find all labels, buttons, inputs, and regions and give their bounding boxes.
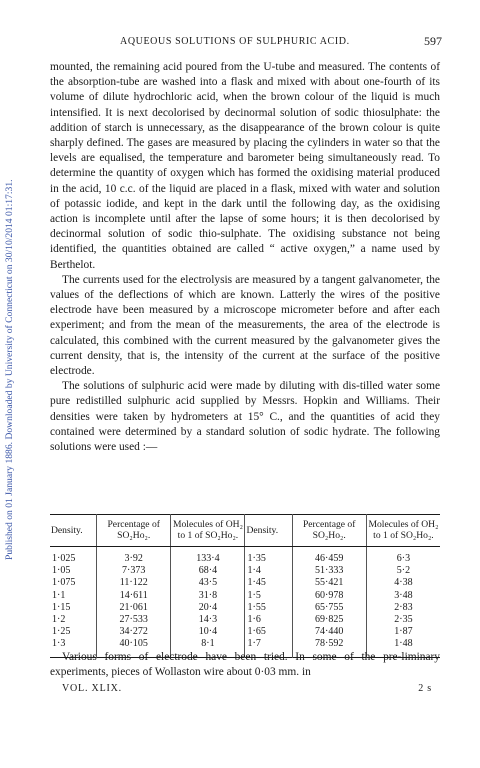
density-cell: 1·25: [50, 626, 97, 638]
paragraph: The currents used for the electrolysis are measured by a tangent galvanometer, the values of the deflections of which are known. Latterly the wires of the positive electrode have been measured by a microscope micrometer before and after each experiment; and from the mean of the measurements, the area of the electrode is calculated, this combined with the current measured by the galvanometer gives the current density, that is, the intensity of the current at the surface of the positive electrode.: [50, 273, 440, 378]
publication-stamp: Published on 01 January 1886. Downloaded by University of Connecticut on 30/10/2014 01:17:31.: [4, 179, 15, 561]
density-cell: 1·35: [245, 547, 292, 566]
density-cell: 1·45: [245, 577, 292, 589]
body-text: [50, 60, 440, 455]
density-cell: 1·05: [50, 565, 97, 577]
table-row: [50, 626, 440, 638]
table-row: [50, 577, 440, 589]
molecules-cell: 31·8: [171, 590, 245, 602]
running-header: [62, 33, 442, 51]
molecules-cell: 1·48: [394, 638, 413, 650]
molecules-cell: 6·3: [396, 553, 411, 564]
molecules-cell: 20·4: [171, 602, 245, 614]
percentage-cell: 40·105: [97, 638, 171, 657]
header-percentage: Percentage of SO₂Ho₂.: [292, 515, 366, 547]
molecules-cell: 2·35: [394, 614, 413, 626]
solutions-table: [50, 514, 440, 658]
header-percentage: Percentage of SO₂Ho₂.: [97, 515, 171, 547]
percentage-cell: 55·421: [292, 577, 366, 589]
density-cell: 1·2: [50, 614, 97, 626]
molecules-cell: 1·87: [394, 626, 413, 638]
page-footer: [62, 683, 440, 697]
paragraph: Various forms of electrode have been tried. In some of the pre-liminary experiments, pieces of Wollaston wire about 0·03 mm. in: [50, 651, 440, 679]
table-header-row: [50, 515, 440, 547]
density-cell: 1·6: [245, 614, 292, 626]
percentage-cell: 34·272: [97, 626, 171, 638]
density-cell: 1·075: [50, 577, 97, 589]
percentage-cell: 74·440: [292, 626, 366, 638]
signature-mark: 2 s: [418, 683, 432, 694]
molecules-cell: 8·1: [171, 638, 245, 657]
header-density: Density.: [245, 515, 292, 547]
table-row: [50, 602, 440, 614]
molecules-cell: 43·5: [171, 577, 245, 589]
molecules-cell: 3·48: [394, 589, 413, 601]
percentage-cell: 78·592: [292, 638, 366, 657]
percentage-cell: 21·061: [97, 602, 171, 614]
percentage-cell: 11·122: [97, 577, 171, 589]
molecules-cell: 10·4: [171, 626, 245, 638]
density-cell: 1·5: [245, 590, 292, 602]
table-row: [50, 590, 440, 602]
percentage-cell: 69·825: [292, 614, 366, 626]
closing-paragraph: [50, 650, 440, 680]
percentage-cell: 51·333: [292, 565, 366, 577]
volume-label: VOL. XLIX.: [62, 683, 122, 694]
header-molecules: Molecules of OH₂ to 1 of SO₂Ho₂.: [171, 515, 245, 547]
molecules-cell: 2·83: [394, 601, 413, 613]
density-cell: 1·65: [245, 626, 292, 638]
molecules-cell: 68·4: [171, 565, 245, 577]
percentage-cell: 65·755: [292, 602, 366, 614]
molecules-cell: 14·3: [171, 614, 245, 626]
density-cell: 1·1: [50, 590, 97, 602]
table-row: [50, 565, 440, 577]
molecules-cell: 4·38: [394, 577, 413, 589]
table-row: [50, 614, 440, 626]
molecules-cell: 133·4: [171, 547, 245, 566]
percentage-cell: 27·533: [97, 614, 171, 626]
header-molecules: Molecules of OH₂ to 1 of SO₂Ho₂.: [366, 515, 440, 547]
density-cell: 1·15: [50, 602, 97, 614]
density-cell: 1·55: [245, 602, 292, 614]
density-cell: 1·4: [245, 565, 292, 577]
percentage-cell: 14·611: [97, 590, 171, 602]
percentage-cell: 7·373: [97, 565, 171, 577]
paragraph: The solutions of sulphuric acid were made by diluting with dis-tilled water some pure redistilled sulphuric acid supplied by Messrs. Hopkin and Williams. Their densities were taken by hydrometers at 15° C., and the quantities of acid they contained were determined by a standard solution of sodic hydrate. The following solutions were used :—: [50, 380, 440, 454]
density-cell: 1·025: [50, 547, 97, 566]
molecules-cell: 5·2: [396, 565, 411, 577]
paragraph: mounted, the remaining acid poured from the U-tube and measured. The contents of the absorption-tube are washed into a flask and mixed with about one-fourth of its volume of dilute hydrochloric acid, when the brown colour of the liquid is much intensified. It is next decolorised by decinormal solution of sodic thiosulphate: the addition of starch is unnecessary, as the disappearance of the brown colour is quite sharply defined. The gases are measured by placing the cylinders in water so that the levels are equalised, the temperature and barometer being simultaneously read. To determine the quantity of oxygen which has formed the oxidising material produced in the acid, 10 c.c. of the liquid are placed in a flask, mixed with water and solution of potassic iodide, and kept in the dark until the following day, as the oxidising action is incomplete until after the lapse of some hours; it is then decolorised by decinormal solution of sodic thio-sulphate. The oxidising substance not being identified, the quantities obtained are called “ active oxygen,” a name used by Berthelot.: [50, 61, 440, 271]
percentage-cell: 3·92: [97, 547, 171, 566]
percentage-cell: 46·459: [292, 547, 366, 566]
density-cell: 1·7: [245, 638, 292, 657]
density-cell: 1·3: [50, 638, 97, 657]
running-title: AQUEOUS SOLUTIONS OF SULPHURIC ACID.: [120, 36, 350, 47]
header-density: Density.: [50, 515, 97, 547]
table-row: [50, 547, 440, 566]
page-number: 597: [424, 34, 442, 48]
percentage-cell: 60·978: [292, 590, 366, 602]
